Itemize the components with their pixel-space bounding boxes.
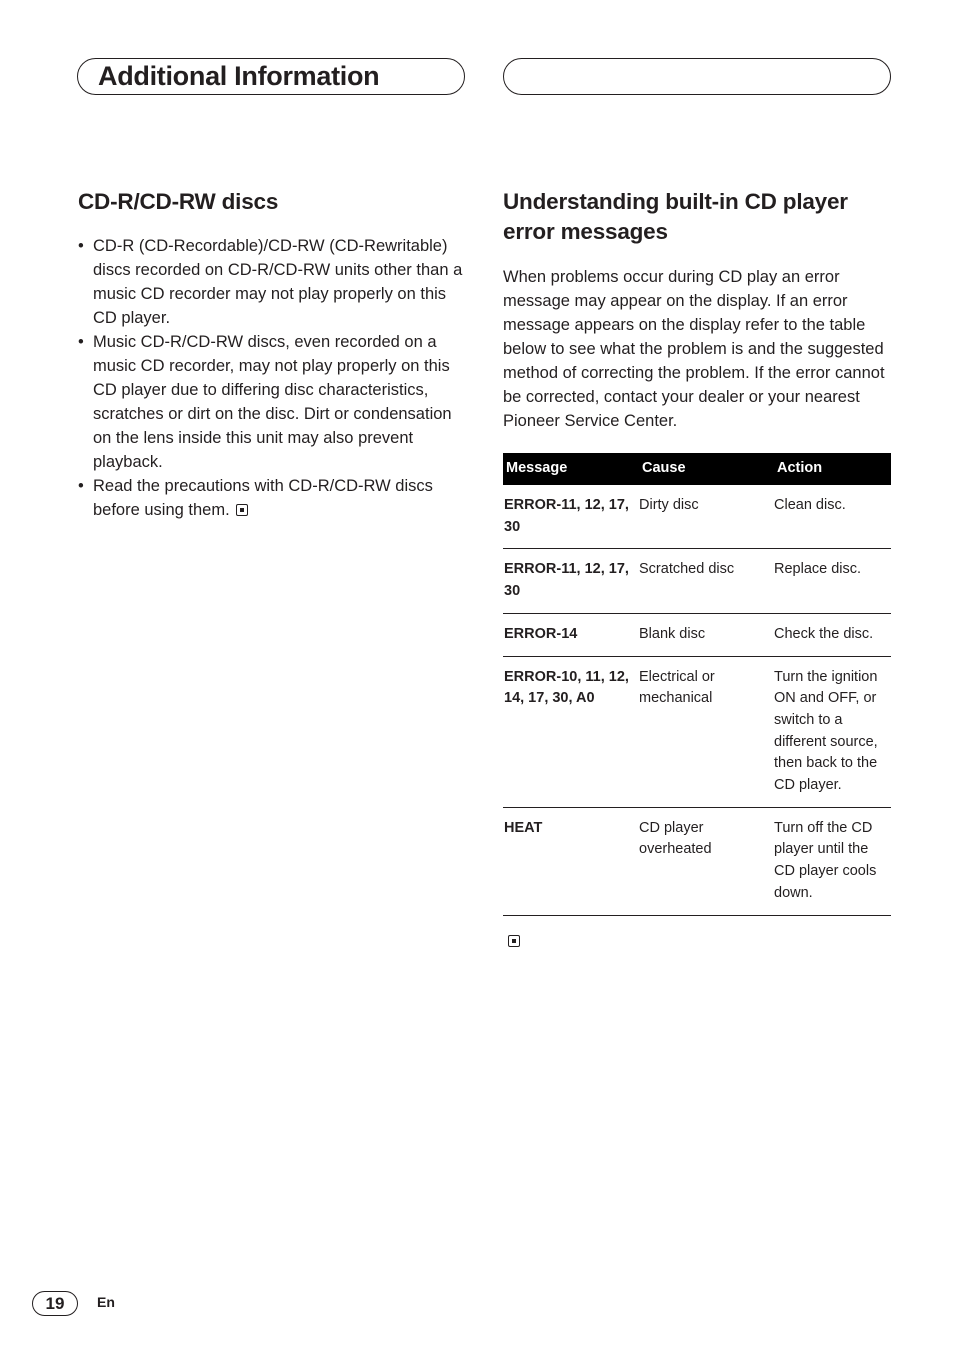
message-cell: ERROR-11, 12, 17, 30 (503, 549, 639, 613)
message-cell: ERROR-11, 12, 17, 30 (503, 485, 639, 549)
list-item (78, 234, 468, 330)
list-item (78, 474, 468, 522)
column-header-cause: Cause (639, 453, 774, 485)
cause-cell: Dirty disc (639, 485, 774, 549)
empty-header-box (503, 58, 891, 95)
cd-r-bullet-list (78, 234, 468, 522)
list-item (78, 330, 468, 474)
action-cell: Clean disc. (774, 485, 891, 549)
bullet-icon: • (78, 237, 84, 255)
column-header-message: Message (503, 453, 639, 485)
end-of-section-icon (236, 504, 248, 516)
message-cell: HEAT (503, 807, 639, 915)
action-cell: Turn the ignition ON and OFF, or switch to a different source, then back to the CD player. (774, 656, 891, 807)
action-cell: Turn off the CD player until the CD player cools down. (774, 807, 891, 915)
table-row (503, 656, 891, 807)
table-row (503, 807, 891, 915)
error-messages-heading: Understanding built-in CD player error messages (503, 189, 848, 244)
section-title: Additional Information (98, 61, 380, 91)
column-header-action: Action (774, 453, 891, 485)
table-row (503, 549, 891, 613)
message-cell: ERROR-10, 11, 12, 14, 17, 30, A0 (503, 656, 639, 807)
bullet-icon: • (78, 477, 84, 495)
table-row (503, 485, 891, 549)
action-cell: Check the disc. (774, 613, 891, 656)
end-of-section-icon (508, 935, 520, 947)
table-row (503, 613, 891, 656)
cause-cell: Scratched disc (639, 549, 774, 613)
action-cell: Replace disc. (774, 549, 891, 613)
bullet-text: CD-R (CD-Recordable)/CD-RW (CD-Rewritable) discs recorded on CD-R/CD-RW units other than a music CD recorder may not play properly on this CD player. (93, 237, 463, 327)
bullet-text: Read the precautions with CD-R/CD-RW discs before using them. (93, 477, 433, 519)
section-header-box (77, 58, 465, 95)
cause-cell: CD player overheated (639, 807, 774, 915)
cause-cell: Electrical or mechanical (639, 656, 774, 807)
page-number: 19 (32, 1291, 78, 1316)
cd-r-cd-rw-heading: CD-R/CD-RW discs (78, 189, 279, 214)
language-label: En (97, 1294, 115, 1310)
table-header-row (503, 453, 891, 485)
intro-paragraph: When problems occur during CD play an error message may appear on the display. If an error message appears on the display refer to the table below to see what the problem is and the suggested method of correcting the problem. If the error cannot be corrected, contact your dealer or your nearest Pioneer Service Center. (503, 268, 885, 430)
bullet-icon: • (78, 333, 84, 351)
error-table (503, 453, 891, 916)
cause-cell: Blank disc (639, 613, 774, 656)
bullet-text: Music CD-R/CD-RW discs, even recorded on a music CD recorder, may not play properly on this CD player due to differing disc characteristics, scratches or dirt on the disc. Dirt or condensation on the lens inside this unit may also prevent playback. (93, 333, 452, 471)
message-cell: ERROR-14 (503, 613, 639, 656)
